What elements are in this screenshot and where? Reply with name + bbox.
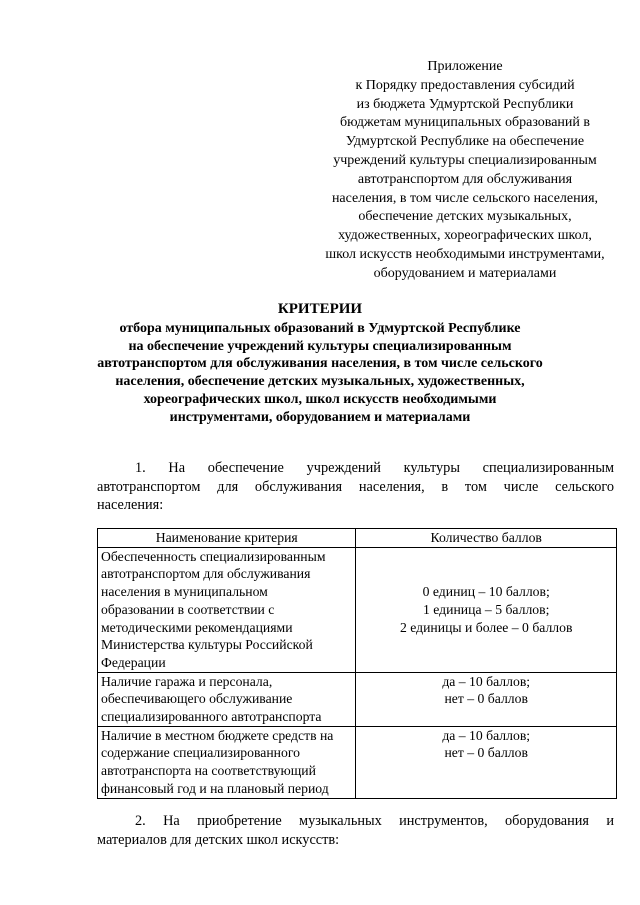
- appendix-line: из бюджета Удмуртской Республики: [356, 96, 574, 112]
- appendix-line: Удмуртской Республике на обеспечение: [345, 134, 585, 150]
- score-cell: [356, 726, 617, 798]
- cell-line: 1 единица – 5 баллов;: [423, 601, 550, 617]
- criterion-cell: [98, 547, 356, 672]
- appendix-line: автотранспортом для обслуживания: [357, 171, 573, 187]
- cell-line: Наличие в местном бюджете средств на: [101, 727, 334, 743]
- subtitle-line: населения, обеспечение детских музыкальных, художественных,: [115, 374, 525, 390]
- cell-line: обеспечивающего обслуживание: [101, 691, 293, 707]
- cell-line: Федерации: [101, 654, 166, 670]
- appendix-line: населения, в том числе сельского населения,: [331, 190, 599, 206]
- paragraph-line: материалов для детских школ искусств:: [97, 831, 340, 848]
- criteria-table: [97, 528, 617, 799]
- appendix-line: обеспечение детских музыкальных,: [358, 209, 572, 225]
- column-header-criterion: Наименование критерия: [98, 529, 356, 548]
- paragraph-line: 1. На обеспечение учреждений культуры специализированным: [135, 460, 614, 476]
- section-2-paragraph: [97, 812, 614, 849]
- column-header-score: Количество баллов: [356, 529, 617, 548]
- cell-line: 2 единицы и более – 0 баллов: [399, 619, 573, 635]
- appendix-line: школ искусств необходимыми инструментами,: [325, 246, 605, 262]
- cell-line: автотранспортом для обслуживания: [101, 566, 311, 582]
- appendix-header: [300, 58, 630, 284]
- subtitle-line: отбора муниципальных образований в Удмуртской Республике: [119, 321, 521, 336]
- score-cell: [356, 547, 617, 672]
- criterion-cell: [98, 726, 356, 798]
- table-row: [98, 547, 617, 672]
- cell-line: Наличие гаража и персонала,: [101, 673, 273, 689]
- appendix-line: художественных, хореографических школ,: [338, 228, 592, 244]
- subtitle-line: на обеспечение учреждений культуры специализированным: [128, 338, 512, 354]
- appendix-line: оборудованием и материалами: [373, 265, 557, 281]
- score-cell: [356, 672, 617, 726]
- appendix-line: учреждений культуры специализированным: [333, 152, 597, 168]
- table-row: [98, 726, 617, 798]
- cell-line: нет – 0 баллов: [444, 745, 528, 761]
- cell-line: да – 10 баллов;: [442, 673, 531, 689]
- subtitle-line: автотранспортом для обслуживания населения, в том числе сельского: [97, 356, 543, 372]
- document-subtitle: [90, 320, 550, 426]
- cell-line: образовании в соответствии с: [101, 601, 275, 617]
- cell-line: специализированного автотранспорта: [101, 709, 322, 725]
- appendix-line: к Порядку предоставления субсидий: [355, 77, 575, 93]
- paragraph-line: населения:: [97, 497, 164, 513]
- table-header-row: [98, 529, 617, 548]
- cell-line: нет – 0 баллов: [444, 691, 528, 707]
- paragraph-line: 2. На приобретение музыкальных инструментов, оборудования и: [135, 813, 614, 829]
- cell-line: методическими рекомендациями: [101, 619, 293, 635]
- subtitle-line: инструментами, оборудованием и материалами: [169, 409, 471, 425]
- appendix-line: Приложение: [427, 59, 503, 74]
- cell-line: финансовый год и на плановый период: [101, 780, 329, 796]
- subtitle-line: хореографических школ, школ искусств необходимыми: [143, 391, 497, 407]
- paragraph-line: автотранспортом для обслуживания населения, в том числе сельского: [97, 478, 614, 495]
- table-row: [98, 672, 617, 726]
- cell-line: содержание специализированного: [101, 745, 300, 761]
- cell-line: 0 единиц – 10 баллов;: [422, 584, 550, 600]
- document-title: КРИТЕРИИ: [277, 301, 363, 317]
- cell-line: автотранспорта на соответствующий: [101, 763, 316, 779]
- cell-line: населения в муниципальном: [101, 584, 268, 600]
- cell-line: Обеспеченность специализированным: [101, 548, 326, 564]
- appendix-line: бюджетам муниципальных образований в: [340, 115, 590, 131]
- cell-line: да – 10 баллов;: [442, 727, 531, 743]
- section-1-paragraph: [97, 459, 614, 515]
- criterion-cell: [98, 672, 356, 726]
- cell-line: Министерства культуры Российской: [101, 637, 313, 653]
